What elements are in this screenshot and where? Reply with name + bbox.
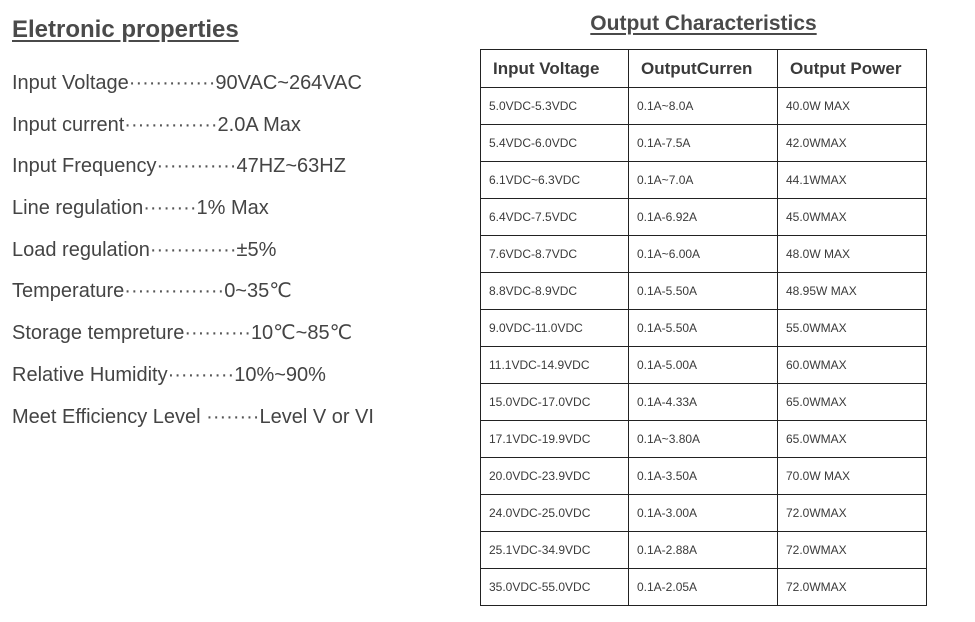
property-label: Meet Efficiency Level <box>12 405 207 428</box>
input-voltage-cell: 8.8VDC-8.9VDC <box>481 273 629 310</box>
column-header-output-power: Output Power <box>778 50 927 88</box>
input-voltage-cell: 15.0VDC-17.0VDC <box>481 384 629 421</box>
table-row <box>481 384 927 421</box>
table-row <box>481 421 927 458</box>
output-current-cell: 0.1A-3.00A <box>629 495 778 532</box>
output-power-cell: 72.0WMAX <box>778 532 927 569</box>
table-row <box>481 125 927 162</box>
output-power-cell: 42.0WMAX <box>778 125 927 162</box>
property-value: 0~35℃ <box>224 280 292 303</box>
property-label: Line regulation <box>12 197 144 220</box>
output-current-cell: 0.1A-3.50A <box>629 458 778 495</box>
output-current-cell: 0.1A~6.00A <box>629 236 778 273</box>
output-characteristics-heading: Output Characteristics <box>590 12 817 35</box>
output-power-cell: 44.1WMAX <box>778 162 927 199</box>
output-power-cell: 70.0W MAX <box>778 458 927 495</box>
output-power-cell: 65.0WMAX <box>778 421 927 458</box>
output-current-cell: 0.1A-4.33A <box>629 384 778 421</box>
output-power-cell: 72.0WMAX <box>778 495 927 532</box>
property-leader-dots: ········ <box>143 197 197 220</box>
output-current-cell: 0.1A-2.05A <box>629 569 778 606</box>
output-current-cell: 0.1A-6.92A <box>629 199 778 236</box>
output-characteristics-table <box>480 49 927 606</box>
column-header-output-current: OutputCurren <box>629 50 778 88</box>
output-current-cell: 0.1A-7.5A <box>629 125 778 162</box>
input-voltage-cell: 5.4VDC-6.0VDC <box>481 125 629 162</box>
property-leader-dots: ··············· <box>124 280 225 303</box>
property-item <box>12 316 374 358</box>
property-item <box>12 66 374 108</box>
table-row <box>481 569 927 606</box>
property-item <box>12 400 374 442</box>
table-row <box>481 495 927 532</box>
output-power-cell: 65.0WMAX <box>778 384 927 421</box>
input-voltage-cell: 9.0VDC-11.0VDC <box>481 310 629 347</box>
table-row <box>481 458 927 495</box>
table-row <box>481 236 927 273</box>
output-current-cell: 0.1A~7.0A <box>629 162 778 199</box>
output-power-cell: 72.0WMAX <box>778 569 927 606</box>
output-current-cell: 0.1A-2.88A <box>629 532 778 569</box>
table-row <box>481 199 927 236</box>
property-label: Storage tempreture <box>12 322 185 345</box>
column-header-input-voltage: Input Voltage <box>481 50 629 88</box>
output-current-cell: 0.1A-5.50A <box>629 273 778 310</box>
input-voltage-cell: 6.1VDC~6.3VDC <box>481 162 629 199</box>
property-leader-dots: ·········· <box>184 322 251 345</box>
output-power-cell: 40.0W MAX <box>778 88 927 125</box>
property-item <box>12 108 374 150</box>
input-voltage-cell: 11.1VDC-14.9VDC <box>481 347 629 384</box>
property-item <box>12 274 374 316</box>
property-leader-dots: ········ <box>206 405 260 428</box>
table-row <box>481 310 927 347</box>
property-item <box>12 358 374 400</box>
output-current-cell: 0.1A-5.00A <box>629 347 778 384</box>
input-voltage-cell: 35.0VDC-55.0VDC <box>481 569 629 606</box>
property-label: Temperature <box>12 280 125 303</box>
electronic-properties-list <box>12 66 374 441</box>
table-row <box>481 532 927 569</box>
output-power-cell: 55.0WMAX <box>778 310 927 347</box>
property-value: Level V or VI <box>259 405 374 428</box>
output-power-cell: 45.0WMAX <box>778 199 927 236</box>
input-voltage-cell: 5.0VDC-5.3VDC <box>481 88 629 125</box>
property-value: 47HZ~63HZ <box>236 155 346 178</box>
property-item <box>12 191 374 233</box>
property-leader-dots: ············· <box>128 72 216 94</box>
input-voltage-cell: 7.6VDC-8.7VDC <box>481 236 629 273</box>
property-leader-dots: ·············· <box>124 113 218 136</box>
property-value: 10%~90% <box>234 363 326 386</box>
property-label: Input Frequency <box>12 155 157 178</box>
property-leader-dots: ············ <box>156 155 237 178</box>
input-voltage-cell: 24.0VDC-25.0VDC <box>481 495 629 532</box>
property-label: Input current <box>12 113 125 136</box>
input-voltage-cell: 6.4VDC-7.5VDC <box>481 199 629 236</box>
property-value: ±5% <box>236 238 277 261</box>
property-label: Load regulation <box>12 238 150 261</box>
output-power-cell: 48.0W MAX <box>778 236 927 273</box>
electronic-properties-heading: Eletronic properties <box>12 16 239 43</box>
table-row <box>481 88 927 125</box>
property-leader-dots: ·········· <box>167 363 235 386</box>
property-item <box>12 149 374 191</box>
property-label: Relative Humidity <box>12 363 168 386</box>
property-leader-dots: ············· <box>149 238 237 261</box>
table-row <box>481 347 927 384</box>
table-row <box>481 273 927 310</box>
input-voltage-cell: 17.1VDC-19.9VDC <box>481 421 629 458</box>
output-power-cell: 48.95W MAX <box>778 273 927 310</box>
input-voltage-cell: 20.0VDC-23.9VDC <box>481 458 629 495</box>
table-row <box>481 162 927 199</box>
property-value: 10℃~85℃ <box>250 322 353 345</box>
input-voltage-cell: 25.1VDC-34.9VDC <box>481 532 629 569</box>
table-header-row <box>481 50 927 88</box>
property-label: Input Voltage <box>12 72 129 94</box>
property-value: 1% Max <box>196 197 269 220</box>
property-item <box>12 233 374 275</box>
output-power-cell: 60.0WMAX <box>778 347 927 384</box>
output-current-cell: 0.1A~8.0A <box>629 88 778 125</box>
property-value: 90VAC~264VAC <box>215 72 362 94</box>
output-current-cell: 0.1A~3.80A <box>629 421 778 458</box>
property-value: 2.0A Max <box>217 113 301 136</box>
output-current-cell: 0.1A-5.50A <box>629 310 778 347</box>
